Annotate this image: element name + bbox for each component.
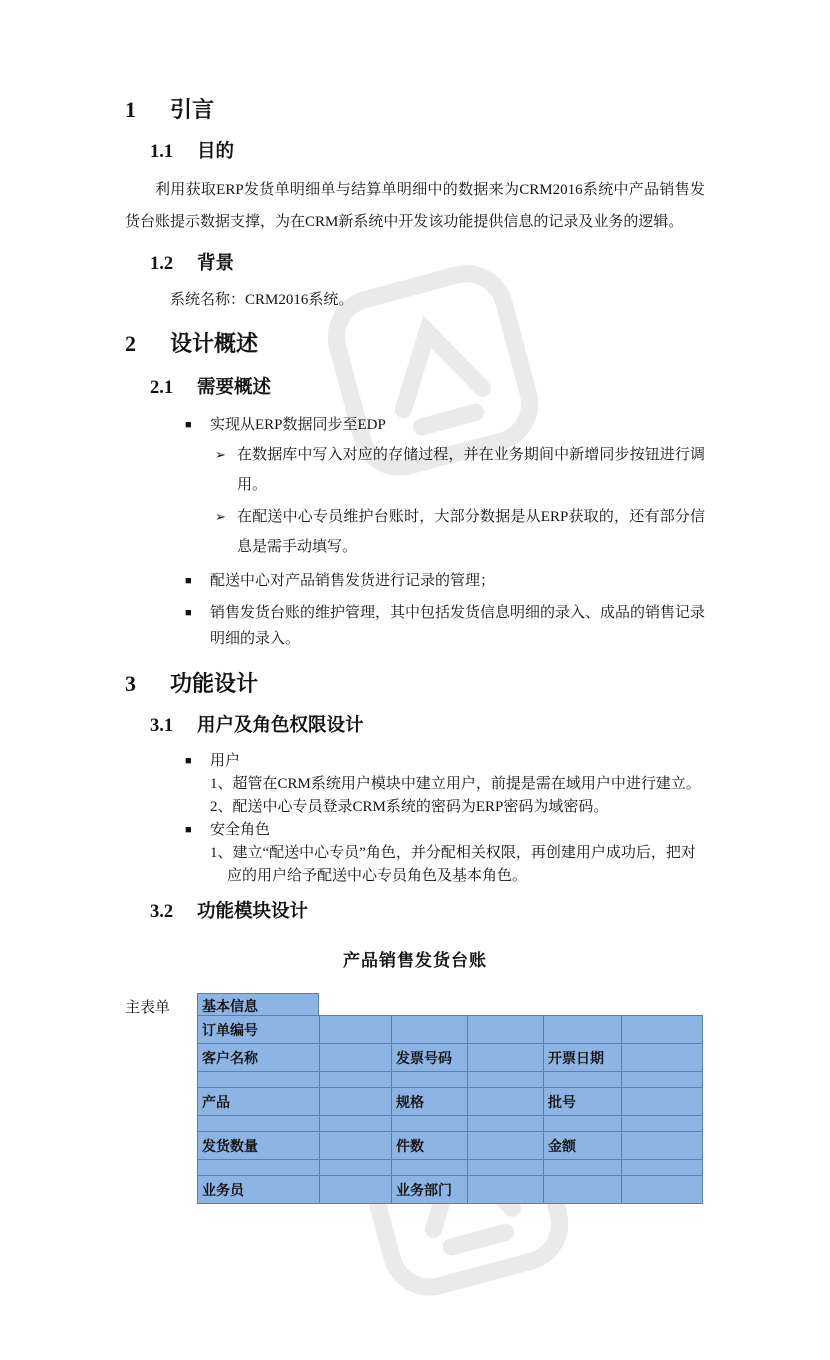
table-cell [320,1088,392,1116]
heading-number: 2.1 [150,378,174,398]
list-item [185,819,705,842]
ledger-table [197,1015,703,1204]
numbered-line: 2、配送中心专员登录CRM系统的密码为ERP密码为域密码。 [210,799,609,815]
heading-title: 目的 [197,142,235,162]
table-cell [468,1160,544,1176]
table-row [198,1160,703,1176]
sub-list-item [215,502,705,562]
table-cell: 件数 [392,1132,468,1160]
sub-list-item-text: 在数据库中写入对应的存储过程，并在业务期间中新增同步按钮进行调用。 [237,447,705,493]
table-cell: 业务员 [198,1176,320,1204]
table-row [198,1132,703,1160]
square-bullet-icon: ■ [185,575,192,587]
table-cell [544,1160,622,1176]
table-cell [320,1116,392,1132]
heading-3-1-roles [150,714,705,738]
heading-number: 3.1 [150,716,174,736]
table-row [198,1016,703,1044]
table-cell: 客户名称 [198,1044,320,1072]
heading-number: 2 [125,331,136,356]
square-bullet-icon: ■ [185,607,192,619]
heading-title: 设计概述 [170,331,259,356]
heading-title: 用户及角色权限设计 [197,716,364,736]
heading-2-design [125,330,705,358]
table-cell [468,1176,544,1204]
table-cell [468,1072,544,1088]
table-cell [622,1160,703,1176]
purpose-paragraph: 利用获取ERP发货单明细单与结算单明细中的数据来为CRM2016系统中产品销售发货台账提示数据支撑，为在CRM新系统中开发该功能提供信息的记录及业务的逻辑。 [125,182,705,230]
table-cell [468,1132,544,1160]
heading-1-2-background [150,252,705,276]
table-cell [544,1116,622,1132]
table-cell [320,1072,392,1088]
heading-3-2-module-design [150,900,705,924]
table-cell: 发货数量 [198,1132,320,1160]
list-item [185,568,705,594]
table-cell: 规格 [392,1088,468,1116]
table-cell [468,1088,544,1116]
table-cell [198,1072,320,1088]
table-cell [392,1016,468,1044]
heading-number: 1.1 [150,142,174,162]
ledger-table-wrap [197,993,703,1204]
table-cell [320,1160,392,1176]
table-cell [622,1016,703,1044]
heading-2-1-requirements [150,376,705,400]
table-cell [320,1176,392,1204]
arrow-bullet-icon: ➢ [215,509,226,524]
table-header-cell: 基本信息 [197,993,319,1016]
list-item-text: 安全角色 [210,822,271,838]
module-title: 产品销售发货台账 [343,951,487,970]
heading-number: 3.2 [150,902,174,922]
table-cell [468,1044,544,1072]
table-cell [198,1116,320,1132]
table-cell [622,1044,703,1072]
square-bullet-icon: ■ [185,824,192,836]
numbered-line: 1、超管在CRM系统用户模块中建立用户，前提是需在域用户中进行建立。 [210,776,701,792]
table-cell: 开票日期 [544,1044,622,1072]
table-cell: 产品 [198,1088,320,1116]
table-cell: 业务部门 [392,1176,468,1204]
list-item [185,412,705,438]
arrow-bullet-icon: ➢ [215,447,226,462]
table-cell: 金额 [544,1132,622,1160]
list-item-text: 用户 [210,753,241,769]
table-cell [544,1016,622,1044]
heading-title: 功能模块设计 [197,902,309,922]
heading-title: 背景 [197,254,235,274]
table-cell [622,1132,703,1160]
table-row [198,1176,703,1204]
main-form-label: 主表单 [125,1000,171,1016]
list-item-text: 销售发货台账的维护管理，其中包括发货信息明细的录入、成品的销售记录明细的录入。 [210,605,706,647]
table-cell [392,1160,468,1176]
heading-3-function-design [125,670,705,698]
table-row [198,1072,703,1088]
numbered-line: 1、建立“配送中心专员”角色，并分配相关权限，再创建用户成功后，把对应的用户给予配送中心专员角色及基本角色。 [210,845,696,884]
table-row [198,1088,703,1116]
sub-list [125,440,705,562]
roles-list [125,750,705,888]
heading-number: 1 [125,97,136,122]
table-cell [468,1016,544,1044]
table-cell [544,1176,622,1204]
main-form-section [125,993,705,1204]
table-cell [320,1132,392,1160]
heading-number: 1.2 [150,254,174,274]
table-cell [392,1116,468,1132]
table-cell [468,1116,544,1132]
square-bullet-icon: ■ [185,419,192,431]
heading-number: 3 [125,671,136,696]
table-cell [622,1176,703,1204]
heading-title: 功能设计 [170,671,259,696]
list-item-text: 实现从ERP数据同步至EDP [210,417,386,433]
table-cell [320,1016,392,1044]
table-row [198,1044,703,1072]
table-cell: 批号 [544,1088,622,1116]
list-item [185,600,705,652]
sub-list-item-text: 在配送中心专员维护台账时，大部分数据是从ERP获取的，还有部分信息是需手动填写。 [237,509,705,555]
square-bullet-icon: ■ [185,755,192,767]
table-cell [622,1088,703,1116]
table-cell [392,1072,468,1088]
table-row [198,1116,703,1132]
table-cell [320,1044,392,1072]
heading-title: 需要概述 [197,378,272,398]
table-cell: 订单编号 [198,1016,320,1044]
heading-title: 引言 [170,97,215,122]
table-cell: 发票号码 [392,1044,468,1072]
heading-1-intro [125,96,705,124]
heading-1-1-purpose [150,140,705,164]
sub-list-item [215,440,705,500]
list-item-text: 配送中心对产品销售发货进行记录的管理； [210,573,496,589]
background-paragraph: 系统名称：CRM2016系统。 [170,292,354,308]
list-item [185,750,705,773]
table-cell [544,1072,622,1088]
requirements-list [125,412,705,652]
table-cell [622,1072,703,1088]
table-cell [198,1160,320,1176]
table-cell [622,1116,703,1132]
